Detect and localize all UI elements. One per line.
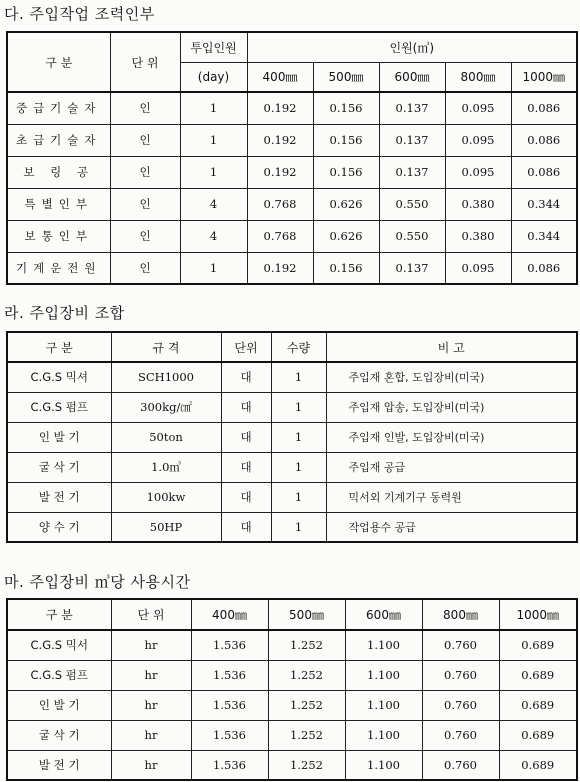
row-value: 0.689	[499, 720, 577, 750]
row-value: 0.626	[313, 220, 379, 252]
row-value: 0.192	[247, 92, 313, 124]
row-name: 기계운전원	[7, 252, 110, 284]
row-value: 1.536	[191, 750, 268, 780]
table-row	[7, 482, 577, 512]
row-value: 0.760	[422, 690, 499, 720]
row-value: 1.252	[268, 660, 345, 690]
row-value: 1.100	[345, 690, 422, 720]
table-row	[7, 220, 577, 252]
row-unit: 대	[221, 482, 271, 512]
table-row	[7, 392, 577, 422]
row-unit: hr	[111, 750, 191, 780]
row-unit: 대	[221, 392, 271, 422]
row-qty: 1	[271, 422, 326, 452]
row-value: 0.768	[247, 220, 313, 252]
row-name: C.G.S 펌프	[7, 392, 111, 422]
section-title-labor: 다. 주입작업 조력인부	[4, 5, 155, 23]
row-value: 0.137	[379, 92, 445, 124]
row-qty: 1	[271, 362, 326, 392]
header-input-people: 투입인원	[180, 32, 247, 62]
row-value: 0.380	[445, 220, 511, 252]
table-row	[7, 512, 577, 542]
table-row	[7, 660, 577, 690]
table-row	[7, 252, 577, 284]
row-value: 1.100	[345, 720, 422, 750]
row-value: 0.192	[247, 124, 313, 156]
header-gubun: 구 분	[7, 32, 110, 92]
row-value: 0.689	[499, 660, 577, 690]
row-value: 0.137	[379, 252, 445, 284]
row-note: 주입재 혼합, 도입장비(미국)	[326, 362, 577, 392]
header-col: 400㎜	[247, 62, 313, 92]
header-unit: 단 위	[110, 32, 180, 92]
table-row	[7, 630, 577, 660]
row-name: 발 전 기	[7, 482, 111, 512]
row-value: 0.760	[422, 630, 499, 660]
row-unit: 대	[221, 362, 271, 392]
row-note: 작업용수 공급	[326, 512, 577, 542]
table-row	[7, 124, 577, 156]
row-qty: 1	[271, 482, 326, 512]
row-value: 0.689	[499, 750, 577, 780]
row-unit: 인	[110, 156, 180, 188]
table-row	[7, 188, 577, 220]
row-name: 중급기술자	[7, 92, 110, 124]
header-day: (day)	[180, 62, 247, 92]
row-value: 1.252	[268, 750, 345, 780]
row-value: 1.536	[191, 660, 268, 690]
row-day: 1	[180, 92, 247, 124]
header-col: 800㎜	[445, 62, 511, 92]
equipment-table	[6, 331, 578, 543]
row-unit: hr	[111, 630, 191, 660]
header-gubun: 구 분	[7, 332, 111, 362]
row-spec: 300kg/㎠	[111, 392, 221, 422]
header-col: 800㎜	[422, 599, 499, 630]
table-row	[7, 422, 577, 452]
row-unit: 인	[110, 124, 180, 156]
header-gubun: 구 분	[7, 599, 111, 630]
row-day: 4	[180, 220, 247, 252]
row-unit: 대	[221, 422, 271, 452]
usage-table	[6, 598, 578, 781]
row-value: 0.760	[422, 720, 499, 750]
row-unit: 인	[110, 220, 180, 252]
table-row	[7, 452, 577, 482]
row-value: 0.086	[511, 92, 577, 124]
row-day: 1	[180, 156, 247, 188]
row-qty: 1	[271, 452, 326, 482]
row-value: 0.344	[511, 188, 577, 220]
row-day: 1	[180, 252, 247, 284]
header-people: 인원(㎥)	[247, 32, 577, 62]
row-value: 0.156	[313, 252, 379, 284]
row-value: 0.760	[422, 660, 499, 690]
header-col: 600㎜	[379, 62, 445, 92]
header-col: 500㎜	[268, 599, 345, 630]
row-name: 굴 삭 기	[7, 452, 111, 482]
table-row	[7, 156, 577, 188]
header-col: 400㎜	[191, 599, 268, 630]
header-col: 600㎜	[345, 599, 422, 630]
row-value: 1.100	[345, 750, 422, 780]
row-value: 1.252	[268, 630, 345, 660]
header-col: 1000㎜	[511, 62, 577, 92]
row-value: 0.095	[445, 252, 511, 284]
row-unit: 대	[221, 512, 271, 542]
row-value: 0.086	[511, 156, 577, 188]
row-name: C.G.S 펌프	[7, 660, 111, 690]
row-value: 0.086	[511, 252, 577, 284]
header-col: 1000㎜	[499, 599, 577, 630]
row-value: 0.137	[379, 124, 445, 156]
row-note: 주입재 압송, 도입장비(미국)	[326, 392, 577, 422]
row-name: 굴 삭 기	[7, 720, 111, 750]
row-spec: 50HP	[111, 512, 221, 542]
row-unit: hr	[111, 660, 191, 690]
row-name: 양 수 기	[7, 512, 111, 542]
row-value: 0.156	[313, 156, 379, 188]
header-unit: 단위	[221, 332, 271, 362]
row-value: 0.192	[247, 156, 313, 188]
row-value: 0.689	[499, 690, 577, 720]
row-value: 0.086	[511, 124, 577, 156]
row-value: 0.192	[247, 252, 313, 284]
table-row	[7, 362, 577, 392]
row-name: 보 링 공	[7, 156, 110, 188]
row-value: 0.095	[445, 156, 511, 188]
row-unit: hr	[111, 720, 191, 750]
table-row	[7, 690, 577, 720]
row-unit: 인	[110, 188, 180, 220]
row-unit: 인	[110, 92, 180, 124]
row-value: 1.100	[345, 630, 422, 660]
row-unit: 인	[110, 252, 180, 284]
row-value: 1.536	[191, 630, 268, 660]
row-name: 특별인부	[7, 188, 110, 220]
table-row	[7, 750, 577, 780]
header-unit: 단 위	[111, 599, 191, 630]
row-unit: 대	[221, 452, 271, 482]
row-day: 1	[180, 124, 247, 156]
row-name: 초급기술자	[7, 124, 110, 156]
row-value: 1.252	[268, 690, 345, 720]
row-day: 4	[180, 188, 247, 220]
row-unit: hr	[111, 690, 191, 720]
row-value: 0.550	[379, 188, 445, 220]
row-qty: 1	[271, 392, 326, 422]
section-title-usage: 마. 주입장비 ㎥당 사용시간	[4, 573, 191, 591]
header-col: 500㎜	[313, 62, 379, 92]
row-spec: 1.0㎥	[111, 452, 221, 482]
row-value: 1.252	[268, 720, 345, 750]
row-value: 0.760	[422, 750, 499, 780]
table-row	[7, 720, 577, 750]
row-name: 발 전 기	[7, 750, 111, 780]
labor-table	[6, 31, 578, 285]
row-value: 0.550	[379, 220, 445, 252]
header-spec: 규 격	[111, 332, 221, 362]
header-qty: 수량	[271, 332, 326, 362]
row-value: 0.626	[313, 188, 379, 220]
row-spec: 50ton	[111, 422, 221, 452]
row-value: 0.689	[499, 630, 577, 660]
row-value: 0.380	[445, 188, 511, 220]
row-value: 0.137	[379, 156, 445, 188]
row-qty: 1	[271, 512, 326, 542]
row-spec: SCH1000	[111, 362, 221, 392]
row-value: 0.768	[247, 188, 313, 220]
row-value: 0.156	[313, 92, 379, 124]
row-name: C.G.S 믹서	[7, 630, 111, 660]
row-name: 인 발 기	[7, 690, 111, 720]
row-name: C.G.S 믹셔	[7, 362, 111, 392]
row-value: 0.156	[313, 124, 379, 156]
row-name: 보통인부	[7, 220, 110, 252]
section-title-equipment: 라. 주입장비 조합	[4, 304, 125, 322]
row-spec: 100kw	[111, 482, 221, 512]
row-note: 주입재 공급	[326, 452, 577, 482]
row-value: 0.095	[445, 124, 511, 156]
row-value: 0.095	[445, 92, 511, 124]
row-note: 믹서외 기계기구 동력원	[326, 482, 577, 512]
row-value: 0.344	[511, 220, 577, 252]
row-value: 1.536	[191, 720, 268, 750]
header-note: 비 고	[326, 332, 577, 362]
row-value: 1.536	[191, 690, 268, 720]
row-name: 인 발 기	[7, 422, 111, 452]
row-value: 1.100	[345, 660, 422, 690]
row-note: 주입재 인발, 도입장비(미국)	[326, 422, 577, 452]
table-row	[7, 92, 577, 124]
